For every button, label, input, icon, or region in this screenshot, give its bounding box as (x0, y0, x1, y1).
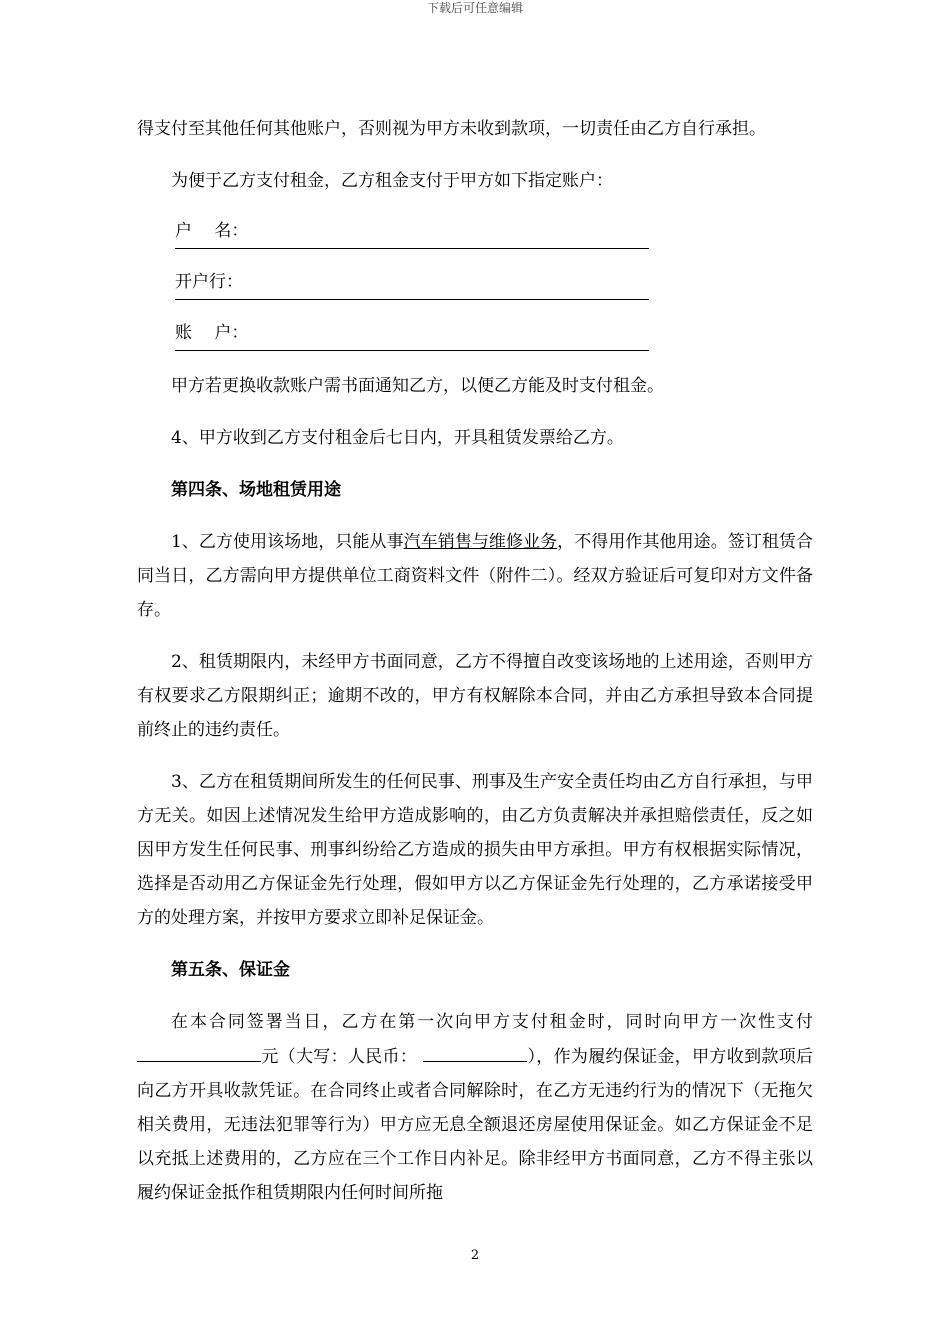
paragraph-invoice: 4、甲方收到乙方支付租金后七日内，开具租赁发票给乙方。 (171, 428, 624, 448)
deposit-words-blank (423, 1039, 527, 1062)
deposit-prefix: 在本合同签署当日，乙方在第一次向甲方支付租金时，同时向甲方一次性支付 (171, 1012, 813, 1032)
deposit-middle: 元（大写：人民币： (261, 1047, 418, 1067)
article-4-clause-1 (137, 525, 813, 627)
account-name-field (175, 216, 649, 249)
account-name-label: 户 名： (175, 221, 249, 241)
article-5-clause (137, 1005, 813, 1210)
deposit-suffix: ），作为履约保证金，甲方收到款项后向乙方开具收款凭证。在合同终止或者合同解除时，在乙方无违约行为的情况下（无拖欠相关费用，无违法犯罪等行为）甲方应无息全额退还房屋使用保证金。如乙方保证金不足以充抵上述费用的，乙方应在三个工作日内补足。除非经甲方书面同意，乙方不得主张以履约保证金抵作租赁期限内任何时间所拖 (137, 1047, 814, 1203)
bank-field (175, 267, 649, 300)
paragraph-change-account: 甲方若更换收款账户需书面通知乙方，以便乙方能及时支付租金。 (171, 376, 664, 396)
document-body (137, 112, 813, 1228)
article-4-clause-2: 2、租赁期限内，未经甲方书面同意，乙方不得擅自改变该场地的上述用途，否则甲方有权要求乙方限期纠正；逾期不改的，甲方有权解除本合同，并由乙方承担导致本合同提前终止的违约责任。 (137, 652, 813, 740)
permitted-use: 汽车销售与维修业务 (403, 532, 558, 552)
paragraph-continuation: 得支付至其他任何其他账户，否则视为甲方未收到款项，一切责任由乙方自行承担。 (137, 119, 766, 139)
paragraph-account-intro: 为便于乙方支付租金，乙方租金支付于甲方如下指定账户： (171, 171, 613, 191)
article-4-heading: 第四条、场地租赁用途 (171, 480, 341, 500)
clause-1-suffix: ，不得用作其他用途。签订租赁合同当日，乙方需向甲方提供单位工商资料文件（附件二）。经双方验证后可复印对方文件备存。 (137, 532, 813, 620)
account-number-field (175, 318, 649, 351)
page-header: 下载后可任意编辑 (426, 1, 523, 15)
account-number-label: 账 户： (175, 323, 249, 343)
clause-1-prefix: 1、乙方使用该场地，只能从事 (171, 532, 404, 552)
article-4-clause-3: 3、乙方在租赁期间所发生的任何民事、刑事及生产安全责任均由乙方自行承担，与甲方无关。如因上述情况发生给甲方造成影响的，由乙方负责解决并承担赔偿责任，反之如因甲方发生任何民事、刑事纠纷给乙方造成的损失由甲方承担。甲方有权根据实际情况，选择是否动用乙方保证金先行处理，假如甲方以乙方保证金先行处理的，乙方承诺接受甲方的处理方案，并按甲方要求立即补足保证金。 (137, 772, 813, 928)
bank-label: 开户行： (175, 272, 243, 292)
page-number: 2 (470, 1248, 480, 1263)
article-5-heading: 第五条、保证金 (171, 960, 290, 980)
deposit-amount-blank (137, 1039, 261, 1062)
